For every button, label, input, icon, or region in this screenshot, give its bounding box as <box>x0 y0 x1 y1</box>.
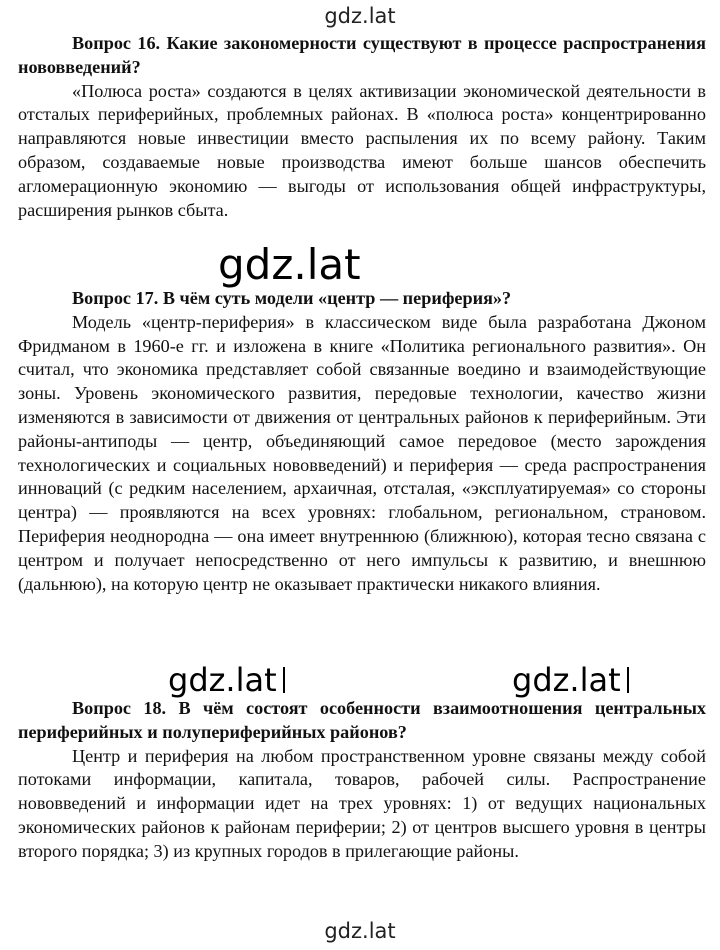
watermark-large-1: gdz.lat <box>214 244 369 286</box>
watermark-top: gdz.lat <box>324 4 396 28</box>
section-question-16 <box>18 32 706 222</box>
answer-16-text: «Полюса роста» создаются в целях активизации экономической деятельности в отсталых периферийных, проблемных районах. В «полюса роста» концентрированно направляются новые инвестиции вместо распыления их по всему району. Таким образом, создаваемые новые производства имеют больше шансов обеспечить агломерационную экономию — выгоды от использования общей инфраструктуры, расширения рынков сбыта. <box>18 80 706 220</box>
answer-18-text: Центр и периферия на любом пространственном уровне связаны между собой потоками информации, капитала, товаров, рабочей силы. Распространение нововведений и информации идет на трех уровнях: 1) от ведущих национальных экономических районов к районам периферии; 2) от центров высшего уровня в центры второго порядка; 3) из крупных городов в прилегающие районы. <box>18 745 706 861</box>
question-17-heading: Вопрос 17. В чём суть модели «центр — периферия»? <box>72 288 512 308</box>
question-16-heading: Вопрос 16. Какие закономерности существуют в процессе распространения нововведений? <box>18 33 706 77</box>
watermark-large-2: gdz.lat <box>164 664 285 696</box>
answer-17-text: Модель «центр-периферия» в классическом виде была разработана Джоном Фридманом в 1960-е гг. и изложена в книге «Политика регионального развития». Он считал, что экономика представляет собой связанные воедино и взаимодействующие зоны. Уровень экономического развития, передовые технологии, качество жизни изменяются в зависимости от движения от центральных районов к периферийным. Эти районы-антиподы — центр, объединяющий самое передовое (место зарождения технологических и социальных нововведений) и периферия — среда распространения инноваций (с редким населением, архаичная, отсталая, «эксплуатируемая» со стороны центра) — проявляются на всех уровнях: глобальном, региональном, страновом. Периферия неоднородна — она имеет внутреннюю (ближнюю), которая тесно связана с центром и получает непосредственно от него импульсы к развитию, и внешнюю (дальнюю), на которую центр не оказывает практически никакого влияния. <box>18 311 706 594</box>
section-question-18 <box>18 697 706 864</box>
question-18-heading: Вопрос 18. В чём состоят особенности взаимоотношения центральных периферийных и полупериферийных районов? <box>18 698 706 742</box>
section-question-17 <box>18 287 706 596</box>
watermark-bottom: gdz.lat <box>324 919 396 943</box>
watermark-large-3: gdz.lat <box>508 664 629 696</box>
